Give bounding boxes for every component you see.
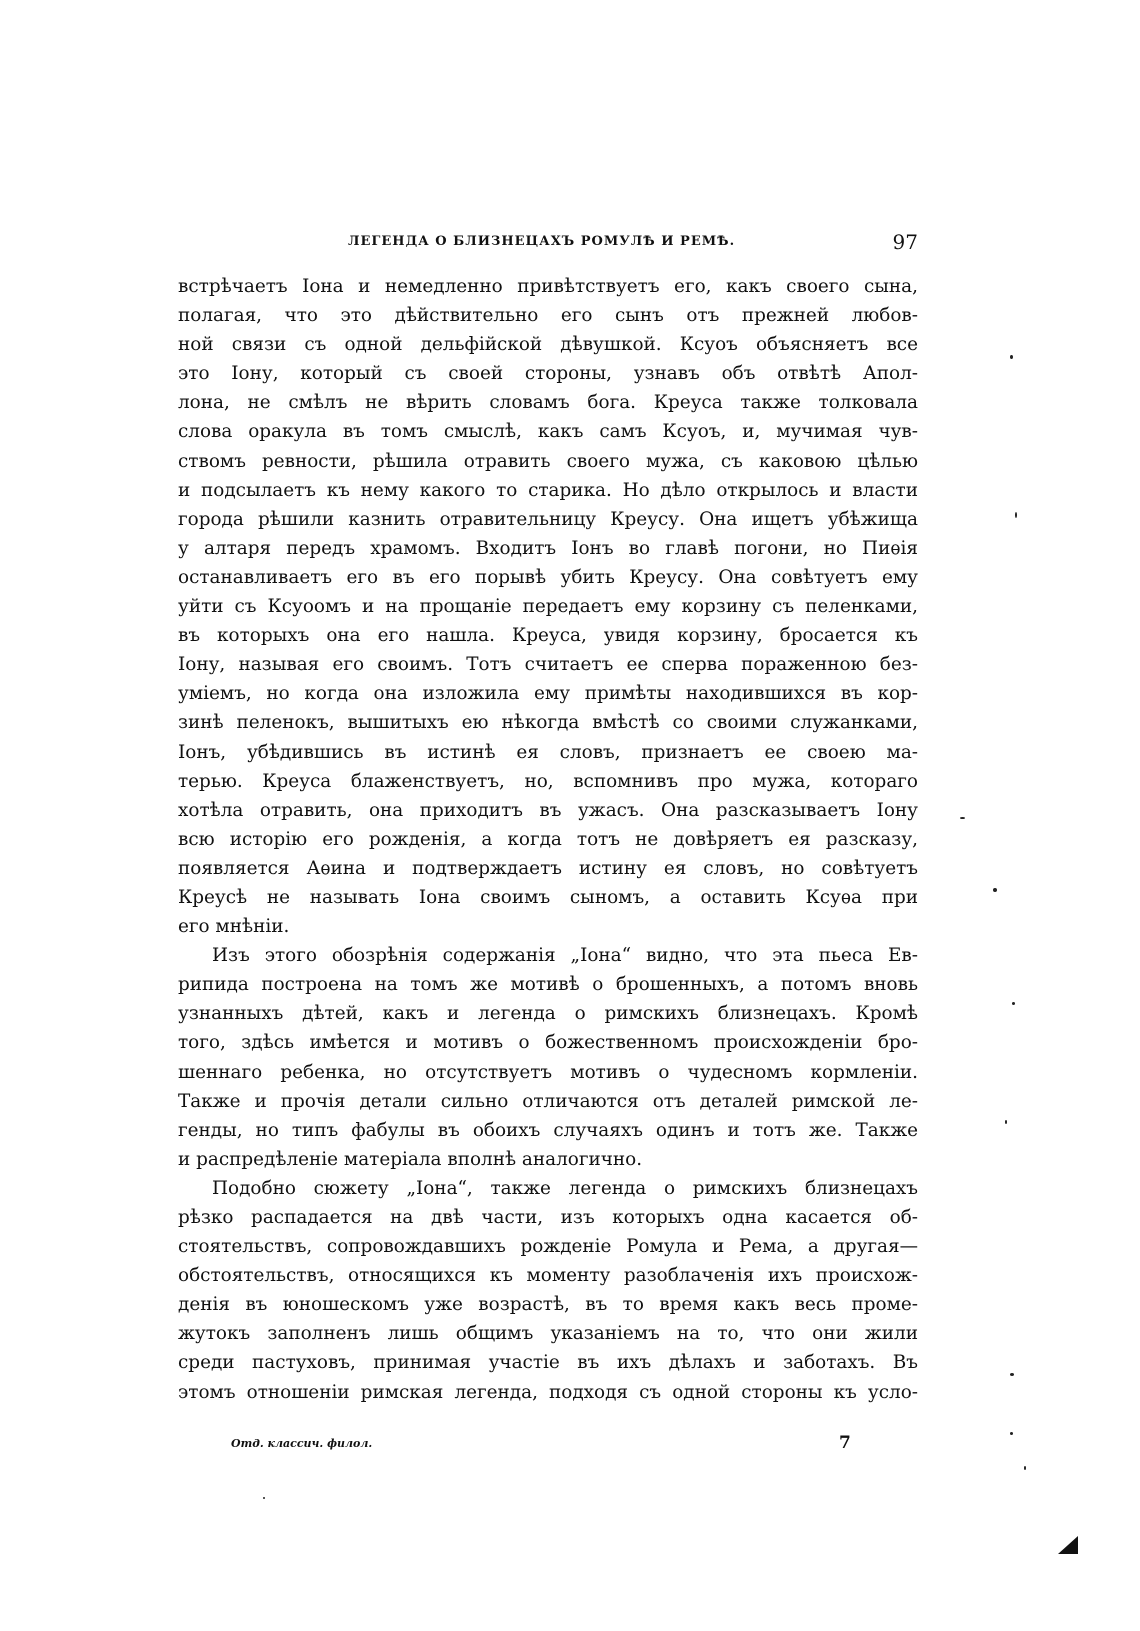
running-title: ЛЕГЕНДА О БЛИЗНЕЦАХЪ РОМУЛѢ И РЕМѢ. [348, 234, 736, 249]
text-line: терью. Креуса блаженствуетъ, но, вспомнивъ про мужа, котораго [178, 770, 918, 792]
scan-speck [1015, 512, 1017, 518]
scan-corner-mark [1058, 1536, 1078, 1554]
text-line: того, здѣсь имѣется и мотивъ о божественномъ происхожденіи бро- [178, 1032, 918, 1054]
scan-speck [1005, 1120, 1007, 1124]
text-line: стоятельствъ, сопровождавшихъ рожденіе Ромула и Рема, а другая— [178, 1236, 918, 1258]
signature-mark: Отд. классич. филол. [231, 1437, 373, 1450]
text-line: въ которыхъ она его нашла. Креуса, увидя корзину, бросается къ [178, 625, 918, 647]
text-line: жутокъ заполненъ лишь общимъ указаніемъ на то, что они жили [178, 1323, 918, 1345]
text-line: среди пастуховъ, принимая участіе въ ихъ дѣлахъ и заботахъ. Въ [178, 1352, 918, 1374]
scan-speck [1010, 1373, 1014, 1376]
text-line: города рѣшили казнить отравительницу Креусу. Она ищетъ убѣжища [178, 508, 918, 530]
text-line: полагая, что это дѣйствительно его сынъ отъ прежней любов- [178, 305, 918, 327]
text-line: Подобно сюжету „Іона“, также легенда о римскихъ близнецахъ [212, 1177, 918, 1199]
scan-speck [960, 817, 965, 819]
text-line: ной связи съ одной дельфійской дѣвушкой. Ксуоъ объясняетъ все [178, 334, 918, 356]
text-line: денія въ юношескомъ уже возрастѣ, въ то время какъ весь проме- [178, 1294, 918, 1316]
scan-speck [1010, 355, 1013, 359]
running-head [178, 230, 918, 260]
text-line: рѣзко распадается на двѣ части, изъ которыхъ одна касается об- [178, 1207, 918, 1228]
text-line: появляется Аѳина и подтверждаетъ истину ея словъ, но совѣтуетъ [178, 857, 918, 879]
text-line: рипида построена на томъ же мотивѣ о брошенныхъ, а потомъ вновь [178, 974, 918, 996]
text-line: Іонъ, убѣдившись въ истинѣ ея словъ, признаетъ ее своею ма- [178, 741, 918, 763]
text-line: слова оракула въ томъ смыслѣ, какъ самъ Ксуоъ, и, мучимая чув- [178, 421, 918, 443]
text-line: у алтаря передъ храмомъ. Входитъ Іонъ во главѣ погони, но Пиѳія [178, 537, 918, 559]
scan-speck [993, 888, 997, 892]
scan-speck [263, 1497, 265, 1499]
sheet-number: 7 [839, 1433, 851, 1453]
text-line: узнанныхъ дѣтей, какъ и легенда о римскихъ близнецахъ. Кромѣ [178, 1003, 918, 1025]
body-text [178, 272, 918, 1407]
text-line: ствомъ ревности, рѣшила отравить своего мужа, съ каковою цѣлью [178, 450, 918, 472]
text-line: зинѣ пеленокъ, вышитыхъ ею нѣкогда вмѣстѣ со своими служанками, [178, 712, 918, 734]
text-line: хотѣла отравить, она приходитъ въ ужасъ. Она разсказываетъ Іону [178, 799, 918, 821]
text-line: Также и прочія детали сильно отличаются отъ деталей римской ле- [178, 1090, 918, 1112]
text-line: и распредѣленіе матеріала вполнѣ аналогично. [178, 1148, 643, 1170]
text-line: встрѣчаетъ Іона и немедленно привѣтствуетъ его, какъ своего сына, [178, 276, 918, 297]
text-line: Изъ этого обозрѣнія содержанія „Іона“ видно, что эта пьеса Ев- [212, 945, 918, 967]
scan-speck [1012, 1002, 1015, 1005]
text-line: Креусѣ не называть Іона своимъ сыномъ, а оставить Ксуѳа при [178, 886, 918, 908]
text-line: генды, но типъ фабулы въ обоихъ случаяхъ одинъ и тотъ же. Также [178, 1119, 918, 1141]
text-line: это Іону, который съ своей стороны, узнавъ объ отвѣтѣ Апол- [178, 363, 918, 385]
text-line: его мнѣніи. [178, 916, 290, 938]
page-number: 97 [892, 230, 918, 254]
text-line: обстоятельствъ, относящихся къ моменту разоблаченія ихъ происхож- [178, 1265, 918, 1287]
text-line: лона, не смѣлъ не вѣрить словамъ бога. Креуса также толковала [178, 392, 918, 414]
scan-speck [1010, 1432, 1013, 1435]
page-footer [231, 1433, 851, 1457]
text-line: этомъ отношеніи римская легенда, подходя съ одной стороны къ усло- [178, 1381, 918, 1403]
scan-speck [1024, 1466, 1026, 1470]
text-line: останавливаетъ его въ его порывѣ убить Креусу. Она совѣтуетъ ему [178, 566, 918, 588]
text-line: всю исторію его рожденія, а когда тотъ не довѣряетъ ея разсказу, [178, 828, 918, 850]
text-line: Іону, называя его своимъ. Тотъ считаетъ ее сперва пораженною без- [178, 654, 918, 676]
text-line: уйти съ Ксуоомъ и на прощаніе передаетъ ему корзину съ пеленками, [178, 596, 918, 618]
text-line: уміемъ, но когда она изложила ему примѣты находившихся въ кор- [178, 683, 918, 705]
text-line: шеннаго ребенка, но отсутствуетъ мотивъ о чудесномъ кормленіи. [178, 1061, 918, 1083]
text-line: и подсылаетъ къ нему какого то старика. Но дѣло открылось и власти [178, 479, 918, 501]
